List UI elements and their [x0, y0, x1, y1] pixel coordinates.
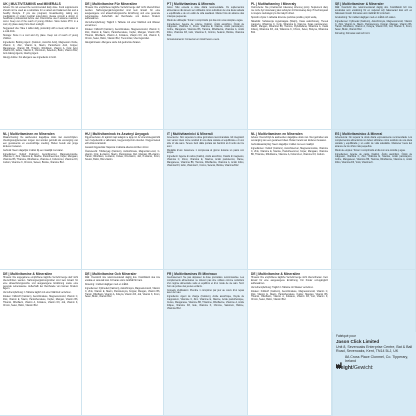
panel-paragraph: Ingredientes: Agente de volume (Cálcio), Ácido ascórbico, Óxido de magnésio, Vitamina C, Zinco, Vitamina E, Niacina, Ácido pantoténico, Cobre, Manganês, Vitamina B6, Tiamina, Riboflavina, Vitamina A, Ácido fólico, Vitamina D3, Iodo, Vitamina K, Crómio, Selénio, Biotina, Vitamina B12. [167, 23, 244, 37]
panel-heading: SE | Multivitaminer & Mineraler [335, 2, 384, 6]
panel-paragraph: Storage: Store in a cool and dry place. Keep out of reach of young children. [3, 34, 78, 40]
panel-heading: DE | Multivitamine Och Mineraler [85, 272, 137, 276]
panel-paragraph: Allergiehinweis: Allergene siehe fett gedruckte Zutaten. [85, 41, 141, 44]
panel-paragraph: Összetevők: Töltőanyag (Kalcium), Aszkorbinsav, Magnézium-oxid, C-vitamin, Cink, E-vitamin, Niacin, Pantoténsav, Réz, Mangán, B6-vitamin, Tiamin, Riboflavin, A-vitamin, Folsav, D3-vitamin, Jód, K-vitamin, Króm, Szelén, Biotin, B12-vitamin. [85, 150, 160, 162]
weight-value: /Gewicht: [352, 364, 374, 371]
panel-paragraph: Armazenamento: Conservar em local fresco e seco. [167, 39, 220, 41]
panel-heading: NL | Multivitaminen en Mineralen [251, 132, 303, 136]
panel-paragraph: Allergy Advice: For allergens see ingredients in bold. [3, 57, 57, 60]
panel-de-3 [82, 270, 164, 416]
panel-paragraph: Advies: Overschrijd de aanbevolen dagelijkse dosis niet. Niet gebruiken als vervanging van een gevarieerd dieet. Buiten bereik van kinderen bewaren. [251, 137, 328, 142]
panel-paragraph: Modalità d'uso: Assumere 1 compressa al giorno durante un pasto con acqua. [167, 149, 244, 155]
panel-paragraph: Gebruik: Neem dagelijks 1 tablet bij een maaltijd met water. [3, 149, 64, 152]
panel-paragraph: Hinweis: Die empfohlene tägliche Verzehrmenge darf nicht überschritten werden. Nahrungsergänzungsmittel sind kein Ersatz für eine ausgewogene und abwechslungsreiche Ernährung und eine gesunde Lebensweise. Außerhalb der Reichweite von kleinen Kindern aufbewahren. [85, 7, 160, 21]
panel-es [332, 130, 416, 270]
panel-paragraph: Ingredientes: Agente de carga (Calcio), Ácido ascórbico, Óxido de magnesio, Vitamina C, Zinc, Vitamina E, Niacina, Ácido pantoténico, Cobre, Manganeso, Vitamina B6, Tiamina, Riboflavina, Vitamina A, Ácido fólico, Vitamina D3, Yodo, Vitamina K. [335, 153, 412, 165]
panel-heading: PL | Multiwitaminy I Minerały [251, 2, 297, 6]
panel-paragraph: Avertissement: Ne pas dépasser la dose journalière recommandée. Les compléments alimentaires ne doivent pas être utilisés comme substituts d'un régime alimentaire varié et équilibré et d'un mode de vie sain. Tenir hors de portée des jeunes enfants. [167, 277, 244, 288]
panel-paragraph: Advice: Do not exceed the recommended daily dose. Food supplements should not be used as a substitute for a varied and balanced diet and a healthy lifestyle. If you are pregnant, breastfeeding, taking any medications or under medical supervision, please consult a doctor or healthcare professional before use. Discontinue use if adverse reactions occur. Keep out of the reach of young children. Store below 25°C in a cool, dry place away from direct sunlight. [3, 7, 78, 27]
panel-heading: PT | Multivitaminas & Minerais [167, 2, 215, 6]
panel-paragraph: Zutaten: Füllstoff (Calcium), Ascorbinsäure, Magnesiumoxid, Vitamin C, Zink, Vitamin E, Niacin, Pantothensäure, Kupfer, Mangan, Vitamin B6, Thiamin, Riboflavin, Vitamin A, Folsäure, Vitamin D3, Jod, Vitamin K, Chrom, Selen, Biotin, Vitamin B12, Trennmittel, Überzugsmittel. [85, 29, 160, 40]
panel-paragraph: Avvertenze: Non superare la dose giornaliera raccomandata. Gli integratori non vanno intesi come sostituti di una dieta variata ed equilibrata e di uno stile di vita sano. Tenere fuori dalla portata dei bambini al di sotto dei tre anni. [167, 137, 244, 148]
panel-de-4 [248, 270, 332, 416]
panel-paragraph: Verzehrempfehlung: Täglich 1 Tablette mit einer Mahlzeit und Wasser einnehmen. [85, 22, 160, 28]
panel-paragraph: Advertencia: No superar la dosis diaria expresamente recomendada. Los complementos alimenticios no deben utilizarse como sustituto de una dieta variada y equilibrada y un estilo de vida saludable. Mantener fuera del alcance de los niños más pequeños. [335, 137, 412, 148]
panel-paragraph: Hinweis: Die angegebene empfohlene tägliche Verzehrmenge darf nicht überschritten werden. Nahrungsergänzungsmittel sind kein Ersatz für eine abwechslungsreiche und ausgewogene Ernährung sowie eine gesunde Lebensweise. Außerhalb der Reichweite von kleinen Kindern lagern. [3, 277, 78, 291]
panel-paragraph: Figyelmeztetés: Az ajánlott napi adagot ne lépje túl. Az étrend-kiegészítők nem helyettesítik a változatos, kiegyensúlyozott étrendet. Kisgyermekek elől elzárva tartandó. [85, 137, 160, 145]
weight-line [336, 365, 413, 371]
panel-paragraph: Sposób użycia: 1 tabletka dziennie podczas posiłku, popić wodą. [251, 16, 317, 19]
panel-heading: IT | Multivitaminici & Minerali [167, 132, 213, 136]
panel-paragraph: Zutaten: Füllstoff (Calcium), Ascorbinsäure, Magnesiumoxid, Vitamin C, Zink, Vitamin E, Niacin, Pantothensäure, Kupfer, Mangan, Vitamin B6, Thiamin, Riboflavin, Vitamin A, Folsäure, Vitamin D3, Jod, Vitamin K, Chrom, Selen, Biotin, Vitamin B12. [3, 296, 78, 307]
factory-icon [336, 355, 343, 362]
weight-label: Weight [336, 364, 353, 371]
panel-pl [248, 0, 332, 130]
panel-paragraph: Ingrédients: Agent de charge (Calcium), Acide ascorbique, Oxyde de magnésium, Vitamine C, Zinc, Vitamine E, Niacine, Acide pantothénique, Cuivre, Manganèse, Vitamine B6, Thiamine, Riboflavine, Vitamine A, Acide folique, Vitamine D3, Iode, Vitamine K, Chrome, Sélénium, Biotine, Vitamine B12. [167, 296, 244, 310]
panel-paragraph: Dosering: 1 tablett dagligen med en måltid. [85, 283, 129, 286]
manufacturer-address-ie: 8A Cross Place Clonmel, Co. Tipperary, Ireland [345, 354, 409, 364]
manufacturer-label: Fabriqué pour [336, 334, 356, 338]
panel-paragraph: Råd: Överskrid inte rekommenderad daglig dos. Kosttillskott ska inte ersätta en varierad kost. Förvaras utom räckhåll för barn. [85, 277, 160, 282]
manufacturer-company: Jason Click Limited [336, 339, 380, 344]
panel-paragraph: Składniki: Substancja wypełniająca (Wapń), Kwas askorbinowy, Tlenek magnezu, Witamina C, Cynk, Witamina E, Niacyna, Kwas pantotenowy, Miedź, Mangan, Witamina B6, Tiamina, Ryboflawina, Witamina A, Kwas foliowy, Witamina D3, Jod, Witamina K, Chrom, Selen, Biotyna, Witamina B12. [251, 20, 328, 35]
panel-paragraph: Förvaring: Förvaras svalt och torrt. [335, 33, 371, 36]
panel-paragraph: Modo de empleo: Tomar 1 comprimido al día con una comida y agua. [335, 149, 406, 152]
panel-paragraph: Hinweis: Die empfohlene tägliche Verzehrmenge nicht überschreiten. Kein Ersatz für eine ausgewogene Ernährung. Für Kinder unzugänglich aufbewahren. [251, 277, 328, 285]
panel-paragraph: Modo de utilização: Tomar 1 comprimido por dia com uma refeição e água. [167, 19, 244, 22]
panel-heading: DE | Multivitamine Für Mineralien [85, 2, 138, 6]
panel-heading: FR | Multivitamines Et Minéraux [167, 272, 217, 276]
panel-paragraph: Ingredienser: Fyllmedel (Kalcium), Askorbinsyra, Magnesiumoxid, Vitamin C, Zink, Vitamin E, Niacin, Pantotensyra, Koppar, Mangan, Vitamin B6, Tiamin, Riboflavin, Vitamin A, Folsyra, Vitamin D3, Jod, Vitamin K, Krom, Selen, Biotin, Vitamin B12. [335, 20, 412, 32]
panel-paragraph: Ingredients: Bulking Agent: (Calcium, Ascorbic Acid), Magnesium Oxide, Vitamin C, Zinc, Vitamin E, Niacin, Pantothenic Acid, Copper, Manganese, Vitamin B6, Thiamin, Riboflavin, Vitamin A, Folic Acid, Vitamin D3, Iodine, Vitamin K, Chromium, Selenium, Biotin, Vitamin B12, Anti-Caking Agents, Glazing Agent. [3, 41, 78, 56]
panel-paragraph: Verzehrempfehlung: Täglich 1 Tablette mit Wasser verzehren. [251, 286, 314, 289]
panel-paragraph: Aviso: Não exceda a dose diária recomendada. Os suplementos alimentares não devem ser utilizados como substituto de uma dieta variada e equilibrada e de um estilo de vida saudável. Manter fora do alcance das crianças pequenas. [167, 7, 244, 18]
panel-paragraph: Användning: Ta 1 tablett dagligen med en måltid och vatten. [335, 16, 396, 19]
panel-paragraph: Ingrediënten: Vulstof (Calcium), Ascorbinezuur, Magnesiumoxide, Vitamine C, Zink, Vitamine E, Niacine, Pantotheenzuur, Koper, Mangaan, Vitamine B6, Thiamine, Riboflavine, Vitamine A, Foliumzuur, Vitamine D3, Jodium. [251, 147, 328, 156]
panel-paragraph: Ingredienser: Fyllmedel (Kalcium), Askorbinsyra, Magnesiumoxid, Vitamin C, Zink, Vitamin E, Niacin, Pantotensyra, Koppar, Mangan, Vitamin B6, Tiamin, Riboflavin, Vitamin A, Folsyra, Vitamin D3, Jod, Vitamin K, Krom, Selen, Biotin, Vitamin B12. [85, 287, 160, 299]
panel-it [164, 130, 248, 270]
panel-de-2 [0, 270, 82, 416]
manufacturer-block [332, 332, 416, 416]
panel-heading: UK | MULTIVITAMINS and MINERALS [3, 2, 61, 6]
panel-nl-2 [248, 130, 332, 270]
panel-paragraph: Conseils d'utilisation: Prendre 1 comprimé par jour au cours d'un repas avec de l'eau. [167, 289, 244, 295]
panel-paragraph: Waarschuwing: De aanbevolen dagelijkse dosis niet overschrijden. Voedingssupplementen mogen niet worden gebruikt als vervanging van een gevarieerde en evenwichtige voeding. Buiten bereik van jonge kinderen bewaren. [3, 137, 78, 148]
panel-paragraph: Zutaten: Füllstoff (Calcium), Ascorbinsäure, Magnesiumoxid, Vitamin C, Zink, Vitamin E, Niacin, Pantothensäure, Kupfer, Mangan, Vitamin B6, Thiamin, Riboflavin, Vitamin A, Folsäure, Vitamin D3, Jod, Vitamin K, Chrom, Selen, Biotin, Vitamin B12. [251, 290, 328, 302]
panel-paragraph: Råd: Överskrid inte rekommenderad daglig dos. Kosttillskott bör inte användas som ersättning för en varierad och balanserad kost och en hälsosam livsstil. Förvaras utom räckhåll för små barn. [335, 7, 412, 15]
manufacturer-address-uk: Unit 8, Sevenoaks Enterprise Centre, Bat & Ball Road, Sevenoaks, Kent, TN14 5LJ, UK [336, 344, 413, 354]
panel-paragraph: Verzehrempfehlung: 1 Tablette täglich mit einer Mahlzeit verzehren. [3, 292, 72, 295]
panel-paragraph: Ostrzeżenie: Nie przekraczać zalecanej dziennej porcji. Suplement diety nie może być stosowany jako substytut zróżnicowanej diety. Przechowywać w miejscu niedostępnym dla małych dzieci. [251, 7, 328, 15]
panel-heading: ES | Multivitamínico & Mineral [335, 132, 383, 136]
panel-paragraph: Ingrediënten: Vulstof (Calcium), Ascorbinezuur, Magnesiumoxide, Vitamine C, Zink, Vitamine E, Niacine, Pantotheenzuur, Koper, Mangaan, Vitamine B6, Thiamine, Riboflavine, Vitamine A, Foliumzuur, Vitamine D3, Jodium, Vitamine K, Chroom, Seleen, Biotine, Vitamine B12. [3, 153, 78, 165]
panel-paragraph: Gebruiksaanwijzing: Neem dagelijks 1 tablet met een maaltijd. [251, 143, 315, 146]
panel-heading: DE | Multivitamine & Mineralien [3, 272, 53, 276]
panel-se [332, 0, 416, 130]
panel-fr [164, 270, 248, 416]
panel-heading: HU | Multivitaminok és Ásványi Anyagok [85, 132, 149, 136]
panel-paragraph: Suggested Use: Take 1 tablet daily, preferably with a meal, with water or a cold drink. [3, 28, 78, 33]
panel-hu [82, 130, 164, 270]
panel-paragraph: Ingredienti: Agente di carica (Calcio), Acido ascorbico, Ossido di magnesio, Vitamina C, Zinco, Vitamina E, Niacina, Acido pantotenico, Rame, Manganese, Vitamina B6, Tiamina, Riboflavina, Vitamina A, Acido folico, Vitamina D3, Iodio, Vitamina K, Cromo, Selenio, Biotina, Vitamina B12. [167, 156, 244, 167]
panel-heading: DE | Multivitamine & Mineralien [251, 272, 301, 276]
panel-nl-1 [0, 130, 82, 270]
panel-pt [164, 0, 248, 130]
manufacturer-address-ie-row [336, 355, 413, 364]
panel-heading: NL | Multivitaminen en Mineralen [3, 132, 55, 136]
panel-uk [0, 0, 82, 130]
panel-de-1 [82, 0, 164, 130]
panel-paragraph: Javasolt fogyasztás: Naponta 1 tabletta étkezés közben vízzel. [85, 146, 149, 149]
